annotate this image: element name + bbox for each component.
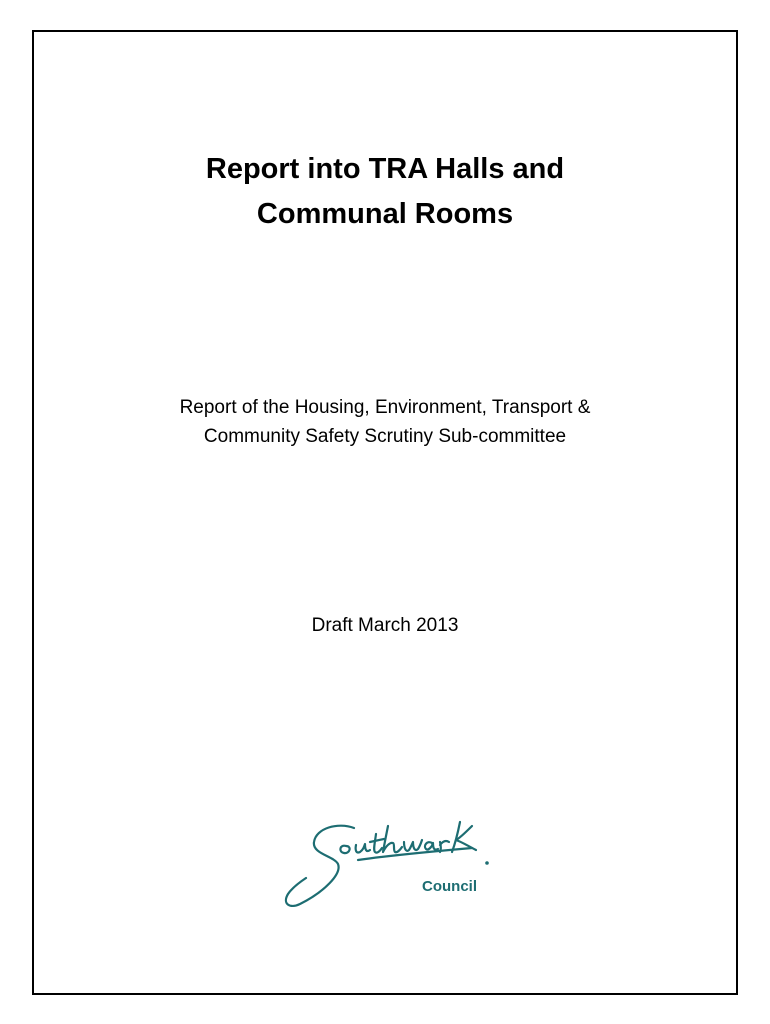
southwark-wordmark-icon [276,812,496,922]
report-title-line-2: Communal Rooms [256,198,514,230]
report-subtitle-line-2: Community Safety Scrutiny Sub-committee [203,426,567,447]
southwark-council-logo [276,812,496,922]
report-subtitle [0,393,770,451]
logo-council-text: Council [422,878,477,895]
report-title-line-1: Report into TRA Halls and [205,153,565,185]
report-title [0,147,770,237]
report-subtitle-line-1: Report of the Housing, Environment, Transport & [179,397,591,418]
draft-date: Draft March 2013 [311,615,459,636]
